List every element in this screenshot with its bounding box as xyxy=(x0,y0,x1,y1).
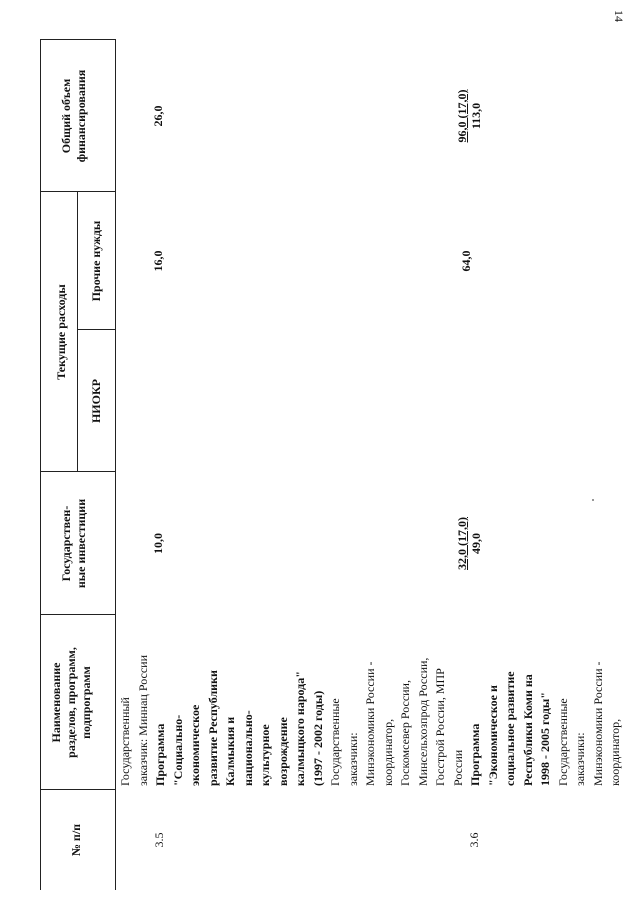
row-name-line: Госстрой России, МПР xyxy=(433,668,447,786)
row-name-bold-line: экономическое xyxy=(188,704,202,786)
row-name-bold-line: (1997 - 2002 годы) xyxy=(310,690,325,786)
row-number: 3.6 xyxy=(467,832,481,848)
header-no: № п/п xyxy=(69,823,83,857)
row-name-bold-line: культурное xyxy=(258,724,272,786)
row-name-bold-line: возрождение xyxy=(275,717,290,786)
row-name-line: России xyxy=(450,749,465,786)
row-name-bold-line: Программа xyxy=(468,723,482,786)
pre-text-line: заказчик: Миннац России xyxy=(135,654,150,786)
other-value: 64,0 xyxy=(459,250,473,272)
rotated-table xyxy=(25,30,625,890)
total-value xyxy=(455,40,483,192)
state-invest-second: 49,0 xyxy=(469,533,483,554)
row-name-bold-line: социальное развитие xyxy=(503,671,517,786)
header-bottom-line xyxy=(115,40,116,890)
header-total-line: финансирования xyxy=(74,69,88,163)
row-name-line: координатор, xyxy=(380,718,395,786)
total-second: 113,0 xyxy=(469,102,483,130)
header-name-line: Наименование xyxy=(49,662,63,743)
row-name-bold-line: Калмыкия и xyxy=(223,716,237,786)
current-expenses-line xyxy=(77,192,78,472)
row-name-line: заказчики: xyxy=(573,732,587,786)
header-other: Прочие нужды xyxy=(89,220,103,302)
header-state-invest-line: Государствен- xyxy=(59,505,73,582)
header-state-invest xyxy=(59,472,89,615)
row-number: 3.5 xyxy=(152,832,166,848)
total-underlined: 96,0 (17,0) xyxy=(455,89,469,143)
row-name-line: координатор, xyxy=(608,718,622,786)
row-name-bold-line: "Экономическое и xyxy=(485,685,500,786)
row-name-line: заказчики: xyxy=(345,732,360,786)
row-name-bold-line: 1998 - 2005 годы" xyxy=(538,692,552,786)
row-name-bold-line: развитие Республики xyxy=(205,670,220,786)
row-name-line: Государственные xyxy=(555,698,570,786)
row-name-line: Минэкономики России - xyxy=(590,661,605,786)
header-top-line xyxy=(40,40,41,890)
header-total-line: Общий объем xyxy=(59,78,73,154)
row-name-bold-line: калмыцкого народа" xyxy=(293,671,307,786)
header-name xyxy=(49,615,94,790)
row-name-line: Минэкономики России - xyxy=(363,661,377,786)
name-column xyxy=(117,611,625,786)
state-invest-underlined: 32,0 (17,0) xyxy=(455,517,469,570)
total-value: 26,0 xyxy=(151,105,165,127)
row-name-line: Государственные xyxy=(328,698,342,786)
header-name-line: разделов, программ, xyxy=(64,647,78,758)
row-name-line: Минсельхозпрод России, xyxy=(415,657,430,786)
pre-text-line: Государственный xyxy=(118,697,132,786)
other-value: 16,0 xyxy=(151,250,165,272)
state-invest-value xyxy=(455,472,483,615)
header-current: Текущие расходы xyxy=(54,284,68,380)
row-name-bold-line: национально- xyxy=(240,710,255,786)
row-name-bold-line: Республики Коми на xyxy=(520,674,535,786)
row-name-bold-line: "Социально- xyxy=(170,714,185,786)
header-state-invest-line: ные инвестиции xyxy=(74,498,88,589)
header-niokr: НИОКР xyxy=(89,378,103,424)
state-invest-value: 10,0 xyxy=(151,533,165,554)
header-total xyxy=(59,40,89,192)
header-name-line: подпрограмм xyxy=(79,666,93,739)
scan-speck xyxy=(592,499,594,501)
page-number: 14 xyxy=(612,10,626,22)
row-name-line: Госкомсевер России, xyxy=(398,680,412,786)
row-name-bold-line: Программа xyxy=(153,723,167,786)
